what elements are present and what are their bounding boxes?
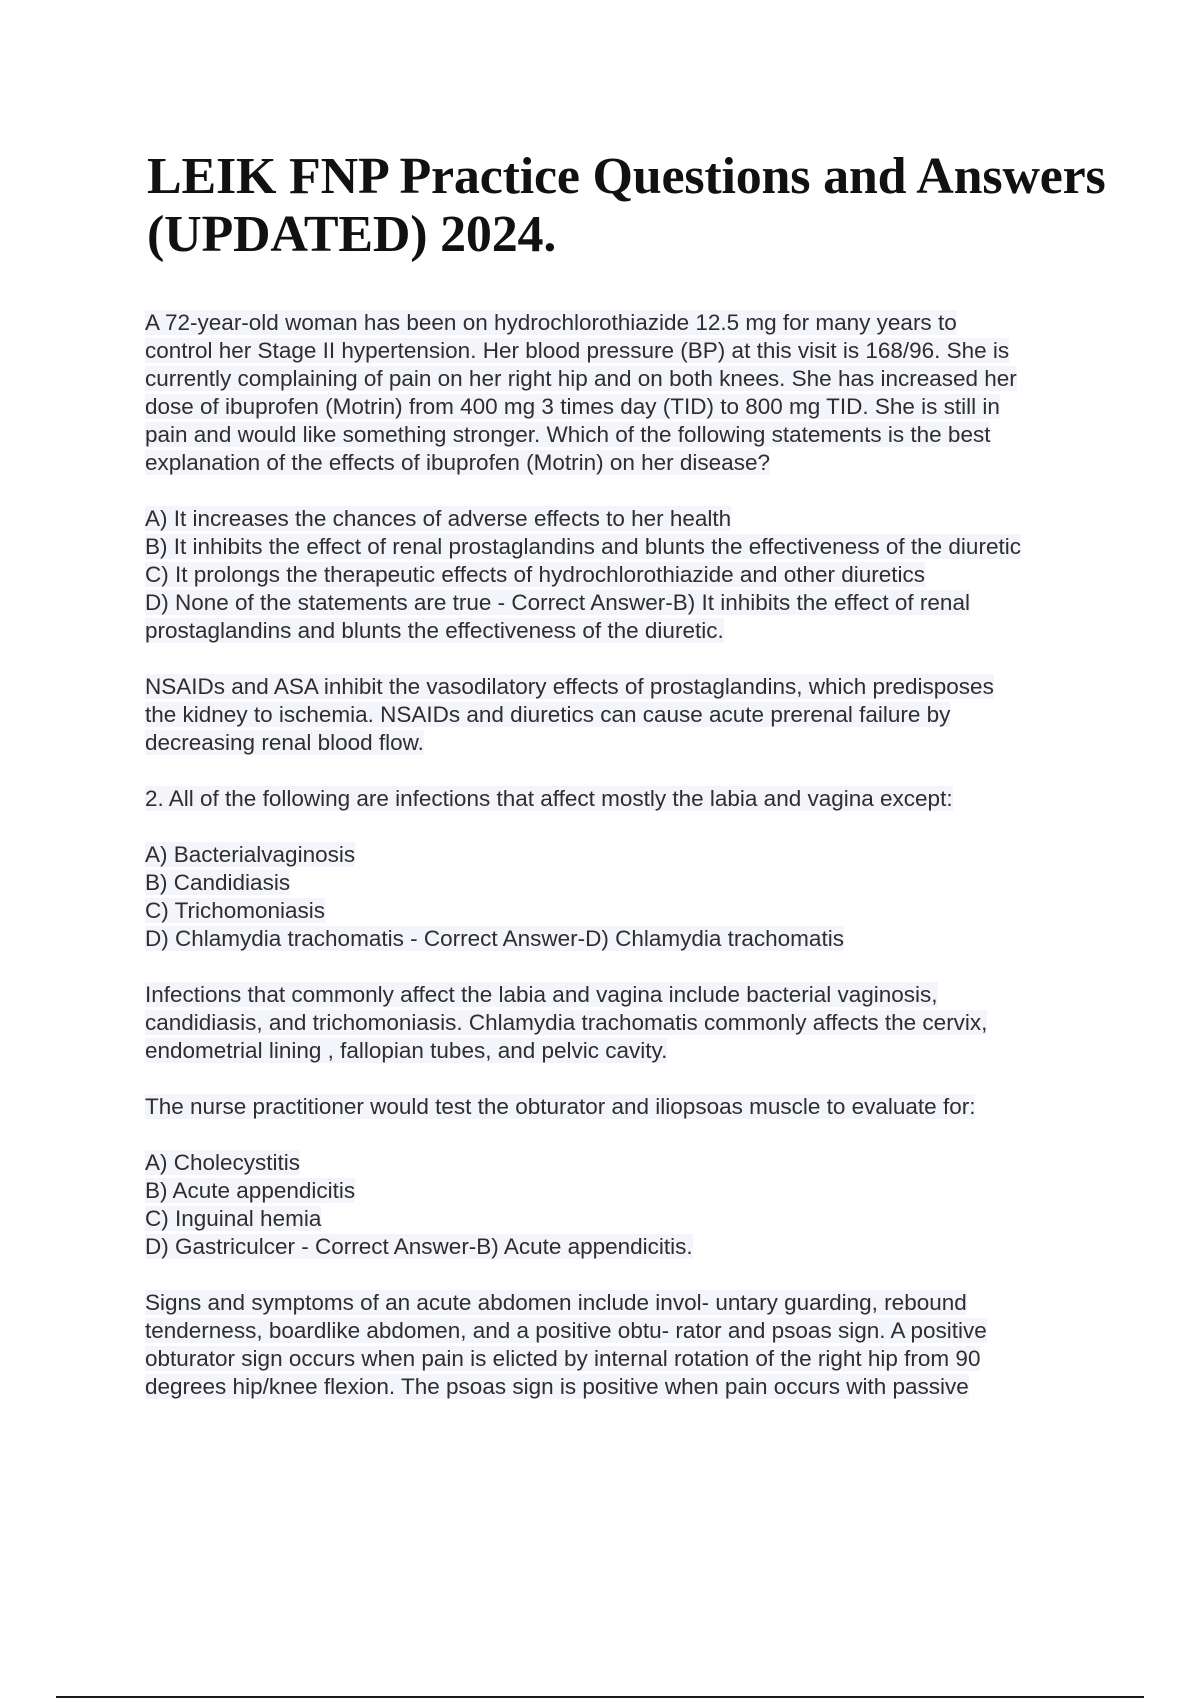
text-line: degrees hip/knee flexion. The psoas sign is positive when pain occurs with passive bbox=[145, 1374, 969, 1399]
answer-option: C) It prolongs the therapeutic effects of hydrochlorothiazide and other diuretics bbox=[145, 562, 926, 587]
text-line: candidiasis, and trichomoniasis. Chlamydia trachomatis commonly affects the cervix, bbox=[145, 1010, 988, 1035]
answer-option: A) It increases the chances of adverse effects to her health bbox=[145, 506, 732, 531]
document-title bbox=[147, 148, 1167, 264]
answer-option: C) Inguinal hemia bbox=[145, 1206, 322, 1231]
text-line: dose of ibuprofen (Motrin) from 400 mg 3 times day (TID) to 800 mg TID. She is still in bbox=[145, 394, 1000, 419]
title-line: LEIK FNP Practice Questions and Answers bbox=[147, 148, 1106, 205]
text-line: endometrial lining , fallopian tubes, and pelvic cavity. bbox=[145, 1038, 668, 1063]
question-2-stem bbox=[145, 785, 1105, 813]
document-body bbox=[145, 309, 1105, 1429]
question-2-options bbox=[145, 841, 1105, 953]
answer-option: D) Gastriculcer - Correct Answer-B) Acute appendicitis. bbox=[145, 1234, 693, 1259]
text-line: tenderness, boardlike abdomen, and a positive obtu- rator and psoas sign. A positive bbox=[145, 1318, 987, 1343]
question-3-rationale bbox=[145, 1289, 1105, 1401]
answer-option: B) It inhibits the effect of renal prostaglandins and blunts the effectiveness of the diuretic bbox=[145, 534, 1021, 559]
answer-option: B) Candidiasis bbox=[145, 870, 291, 895]
question-3-stem bbox=[145, 1093, 1105, 1121]
text-line: pain and would like something stronger. Which of the following statements is the best bbox=[145, 422, 991, 447]
text-line: Infections that commonly affect the labia and vagina include bacterial vaginosis, bbox=[145, 982, 938, 1007]
text-line: The nurse practitioner would test the obturator and iliopsoas muscle to evaluate for: bbox=[145, 1094, 976, 1119]
answer-option: A) Cholecystitis bbox=[145, 1150, 301, 1175]
text-line: A 72-year-old woman has been on hydrochlorothiazide 12.5 mg for many years to bbox=[145, 310, 957, 335]
correct-answer-text: prostaglandins and blunts the effectiveness of the diuretic. bbox=[145, 618, 724, 643]
answer-option: D) Chlamydia trachomatis - Correct Answer-D) Chlamydia trachomatis bbox=[145, 926, 844, 951]
question-1-stem bbox=[145, 309, 1105, 477]
question-1-rationale bbox=[145, 673, 1105, 757]
answer-option: A) Bacterialvaginosis bbox=[145, 842, 356, 867]
question-3-options bbox=[145, 1149, 1105, 1261]
text-line: decreasing renal blood flow. bbox=[145, 730, 424, 755]
text-line: obturator sign occurs when pain is elicted by internal rotation of the right hip from 90 bbox=[145, 1346, 981, 1371]
text-line: explanation of the effects of ibuprofen (Motrin) on her disease? bbox=[145, 450, 770, 475]
text-line: Signs and symptoms of an acute abdomen include invol- untary guarding, rebound bbox=[145, 1290, 967, 1315]
answer-option: D) None of the statements are true - Correct Answer-B) It inhibits the effect of renal bbox=[145, 590, 970, 615]
text-line: the kidney to ischemia. NSAIDs and diuretics can cause acute prerenal failure by bbox=[145, 702, 951, 727]
page-bottom-rule bbox=[56, 1696, 1144, 1698]
text-line: 2. All of the following are infections that affect mostly the labia and vagina except: bbox=[145, 786, 953, 811]
text-line: currently complaining of pain on her right hip and on both knees. She has increased her bbox=[145, 366, 1017, 391]
text-line: control her Stage II hypertension. Her blood pressure (BP) at this visit is 168/96. She is bbox=[145, 338, 1010, 363]
answer-option: C) Trichomoniasis bbox=[145, 898, 326, 923]
title-line: (UPDATED) 2024. bbox=[147, 206, 557, 263]
answer-option: B) Acute appendicitis bbox=[145, 1178, 356, 1203]
question-2-rationale bbox=[145, 981, 1105, 1065]
text-line: NSAIDs and ASA inhibit the vasodilatory effects of prostaglandins, which predisposes bbox=[145, 674, 994, 699]
question-1-options bbox=[145, 505, 1105, 645]
